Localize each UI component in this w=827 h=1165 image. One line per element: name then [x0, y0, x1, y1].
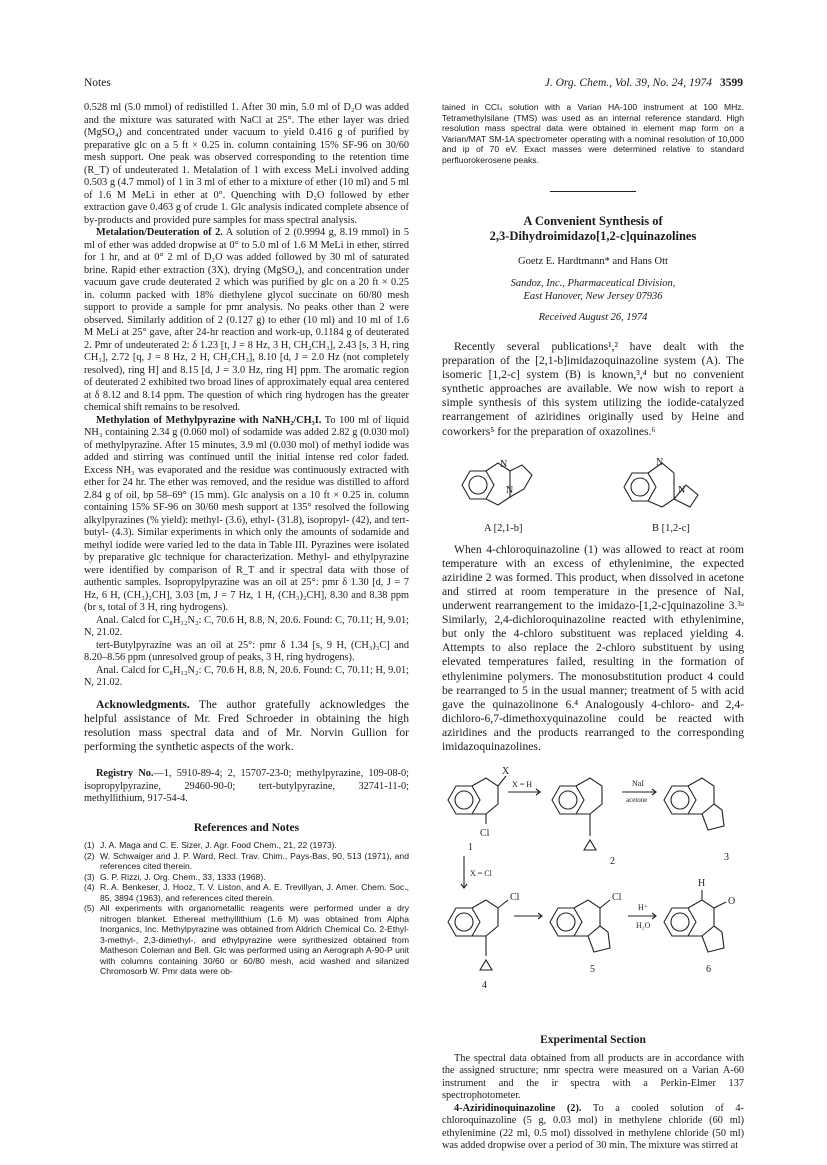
reference-item: (1) J. A. Maga and C. E. Sizer, J. Agr. Food Chem., 21, 22 (1973).: [84, 840, 337, 851]
structures-ab-svg: [442, 445, 744, 525]
section-label: Notes: [84, 77, 111, 89]
aromatic-circle-a: [469, 476, 487, 494]
substituent-cl: Cl: [510, 892, 520, 904]
compound-label-2: 2: [610, 856, 615, 868]
left-column: [84, 102, 409, 977]
acknowledgments: Acknowledgments. The author gratefully acknowledges the helpful assistance of Mr. Fred Schroeder in obtaining the high resolution mass spectral data and of Mr. Norvin Gullion for performing the synthetic aspects of the work.: [84, 697, 409, 754]
paragraph: 0.528 ml (5.0 mmol) of redistilled 1. After 30 min, 5.0 ml of D₂O was added and the mixture was saturated with NaCl at 25°. The ether layer was dried (MgSO₄) and concentrated under vacuum to yield 0.416 g of purified by preparative glc on a 5 ft × 0.25 in. column containing 15% SF-96 on 30/60 mesh support. One peak was observed corresponding to the retention time (R_T) of undeuterated 1. Metalation of 1 with excess MeLi involved adding 0.503 g (4.7 mmol) of 1 in 3 ml of ether to a mixture of ether (10 ml) and 5 ml of 1.6 M MeLi in ether at 0°. Quenching with D₂O followed by ether extraction gave 0.463 g of crude 1. Glc analysis indicated complete absence of by-products and provided pure samples for mass spectral analysis.: [84, 102, 409, 226]
atom-n: N: [656, 456, 664, 468]
arrow-label-x-cl: X = Cl: [470, 869, 492, 879]
paragraph: Methylation of Methylpyrazine with NaNH₂/CH₃I. To 100 ml of liquid NH₃ containing 2.34 g (0.060 mol) of sodamide was added 2.82 g (0.030 mol) of methylpyrazine. After 15 minutes, 3.9 ml (0.030 mol) of methyl iodide was added and stirring was continued until the initial intense red color faded. Excess NH₃ was evaporated and the residue was continuously extracted with ether for 24 hr. The ether was removed, and the residue was distilled to afford 2.84 g of oil, bp 58–69° (15 mm). Glc analysis on a 10 ft × 0.25 in. column containing 15% SF-96 on 30/60 mesh support at 135° resolved the following alkylpyrazines (% yield): methyl- (3.6), ethyl- (31.8), isopropyl- (42), and tert- butyl- (4.3). Similar experiments in which only the amounts of sodamide and methyl iodide were varied led to the data in Table III. Pyrazines were isolated by preparative glc technique for characterization. Methyl- and ethylpyrazine were identified by comparison of R_T and ir spectral data with those of authentic samples. Isopropylpyrazine was an oil at 25°: pmr δ 1.30 [d, J = 7 Hz, 6 H, (CH₃)₂CH], 3.03 [m, J = 7 Hz, 1 H, (CH₃)₂CH], 8.30 and 8.38 ppm (br s, total of 3 H, ring hydrogens).: [84, 414, 409, 613]
atom-n: N: [500, 458, 508, 470]
affiliation: Sandoz, Inc., Pharmaceutical Division, East Hanover, New Jersey 07936: [510, 277, 676, 302]
paragraph-heading: 4-Aziridinoquinazoline (2).: [454, 1102, 582, 1114]
reference-item: (3) G. P. Rizzi, J. Org. Chem., 33, 1333 (1968).: [84, 871, 266, 882]
body-paragraph: When 4-chloroquinazoline (1) was allowed to react at room temperature with an excess of ethylenimine, the expected aziridine 2 was formed. This product, when dissolved in acetone and stirred at room temperature in the presence of NaI, underwent rearrangement to the imidazo-[1,2-c]quinazoline 3.³ᵃ Similarly, 2,4-dichloroquinazoline reacted with ethylenimine, but only the 4-chloro substituent was replaced yielding 4. Attempts to also replace the 2-chloro substituent by using elevated temperatures failed, resulting in the formation of ethylenimine polymers. The monosubstitution product 4 could be rearranged to 5 in the usual manner; treatment of 5 with acid gave the quinazolinone 6.⁴ Analogously 4-chloro- and 2,4-dichloro-6,7-dimethoxyquinazoline could be reacted with aziridines and the products rearranged to the corresponding imidazoquinazolines.: [442, 542, 744, 753]
paragraph: 4-Aziridinoquinazoline (2). To a cooled solution of 4-chloroquinazoline (5 g, 0.03 mol) in methylene chloride (60 ml) ethylenimine (22 ml, 0.5 mol) dissolved in methylene chloride (50 ml) was added dropwise over a period of 30 min. The mixture was stirred at: [442, 1102, 744, 1152]
paragraph: Metalation/Deuteration of 2. A solution of 2 (0.9994 g, 8.19 mmol) in 5 ml of ether was added dropwise at 0° to 5.0 ml of 1.6 M MeLi in ether, stirred for 1 hr, and at 0° 2 ml of D₂O was added followed by 30 ml of saturated brine. Rapid ether extraction (3X), drying (MgSO₄), and concentration under vacuum gave crude deuterated 2 which was purified by glc on a 20 ft × 0.25 in. column packed with 18% diethylene glycol succinate on 60/80 mesh support to provide a sample for pmr analysis. No peaks other than 2 were observed. Similarly addition of 2 (0.127 g) to ether (10 ml) and 10 ml of 1.6 M MeLi at 25° gave, after 24-hr reaction and work-up, 0.1184 g of deuterated 2. Pmr of undeuterated 2: δ 1.23 [t, J = 8 Hz, 3 H, CH₂CH₃], 2.43 [s, 3 H, ring CH₃], 2.72 [q, J = 8 Hz, 2 H, CH₂CH₃], 8.10 [d, J = 2.0 Hz (not completely resolved), ring H] and 8.15 [d, J = 3.0 Hz, ring H] ppm. The aromatic region of deuterated 2 exhibited two broad lines of approximately equal area centered at δ 8.12 and 8.14 ppm. The question of which ring hydrogen has the greater chemical shift remains to be resolved.: [84, 227, 409, 413]
atom-n: N: [506, 484, 514, 496]
authors: Goetz E. Hardtmann* and Hans Ott: [518, 256, 668, 267]
reaction-scheme-svg: [442, 760, 744, 1028]
structure-figure-ab: [442, 445, 744, 537]
substituent-cl: Cl: [480, 828, 490, 840]
paragraph-heading: Methylation of Methylpyrazine with NaNH₂/CH₃I.: [96, 414, 322, 426]
arrow-label-acetone: acetone: [626, 796, 648, 805]
footnote-continuation: tained in CCl₄ solution with a Varian HA-100 instrument at 100 MHz. Tetramethylsilane (TMS) was used as an internal reference standard. High resolution mass spectral data were obtained in element map form on a Varian/MAT SM-1A spectrometer operating with a nominal resolution of 10,000 and ip of 70 eV. Exact masses were determined relative to standard perfluorokerosene peaks.: [442, 102, 744, 165]
registry-numbers: Registry No.—1, 5910-89-4; 2, 15707-23-0; methylpyrazine, 109-08-0; isopropylpyrazine, 29460-90-0; tert-butylpyrazine, 32741-11-0; methyllithium, 917-54-4.: [84, 768, 409, 805]
atom-h: H: [698, 878, 706, 890]
compound-label-4: 4: [482, 980, 487, 992]
substituent-cl: Cl: [612, 892, 622, 904]
article-title: A Convenient Synthesis of 2,3-Dihydroimidazo[1,2-c]quinazolines: [489, 214, 697, 243]
structure-label-a: A [2,1-b]: [484, 522, 523, 534]
aromatic-circle-b: [631, 478, 649, 496]
journal-citation: J. Org. Chem., Vol. 39, No. 24, 1974 3599: [544, 77, 743, 89]
intro-paragraph: Recently several publications¹,² have dealt with the preparation of the [2,1-b]imidazoquinazoline system (A). The isomeric [1,2-c] system (B) is known,³,⁴ but no convenient synthetic approaches are available. We now wish to report a simple synthesis of this system utilizing the iodide-catalyzed rearrangement of aziridines originally used by Heine and coworkers⁵ for the preparation of oxazolines.⁶: [442, 340, 744, 438]
ring-compound-6: [664, 908, 696, 936]
atom-n: N: [678, 484, 686, 496]
reference-item: (5) All experiments with organometallic reagents were performed under a dry nitrogen blanket. Ethereal methyllithium (1.6 M) was obtained from Alpha Inorganics, Inc. Methylpyrazine was obtained from Aldrich Chemical Co. 2-Ethyl-3-methyl-, 2,3-dimethyl-, and ethylpyrazine were synthesized obtained from Matheson Coleman and Bell. Glc was performed using an Aerograph A-90-P unit with columns containing 30/60 or 60/80 mesh, acid washed and silanized Chromosorb W. Pmr data were ob-: [84, 903, 409, 977]
arrow-label-nai: NaI: [632, 779, 644, 789]
analysis-line: Anal. Calcd for C₈H₁₂N₂: C, 70.6 H, 8.8, N, 20.6. Found: C, 70.11; H, 9.01; N, 21.02.: [84, 614, 409, 638]
right-column: [442, 102, 744, 1153]
substituent-x: X: [502, 766, 510, 778]
reference-item: (4) R. A. Benkeser, J. Hooz, T. V. Liston, and A. E. Trevillyan, J. Amer. Chem. Soc., 85, 3894 (1963), and references cited therein.: [84, 882, 409, 903]
arrow-label-h-plus: H⁺: [638, 903, 648, 913]
arrow-label-h2o: H₂O: [636, 921, 651, 931]
arrow-label-x-h: X = H: [512, 780, 533, 790]
analysis-line: Anal. Calcd for C₈H₁₂N₂: C, 70.6 H, 8.8, N, 20.6. Found: C, 70.11; H, 9.01; N, 21.02.: [84, 664, 409, 688]
reference-item: (2) W. Schwaiger and J. P. Ward, Recl. Trav. Chim., Pays-Bas, 90, 513 (1971), and references cited therein.: [84, 850, 409, 872]
paragraph: The spectral data obtained from all products are in accordance with the assigned structure; nmr spectra were measured on a Varian A-60 instrument and the ir spectra with a Perkin-Elmer 137 spectrophotometer.: [442, 1052, 744, 1102]
running-header: [84, 77, 743, 95]
page-number: 3599: [720, 77, 743, 89]
atom-o: O: [728, 896, 736, 908]
compound-label-5: 5: [590, 964, 595, 976]
section-divider: [550, 191, 636, 192]
benzene-ring-a: [462, 471, 494, 499]
ring-compound-4: [448, 908, 480, 936]
ring-compound-2: [552, 786, 584, 814]
received-date: Received August 26, 1974: [538, 311, 648, 323]
section-heading-experimental: Experimental Section: [540, 1034, 646, 1047]
structure-label-b: B [1,2-c]: [652, 522, 690, 534]
paragraph-heading: Metalation/Deuteration of 2.: [96, 227, 223, 238]
reaction-scheme: [442, 760, 744, 1028]
paragraph: tert-Butylpyrazine was an oil at 25°: pmr δ 1.34 [s, 9 H, (CH₃)₃C] and 8.20–8.56 ppm (unresolved group of peaks, 3 H, ring hydrogens).: [84, 639, 409, 663]
ring-compound-5: [550, 908, 582, 936]
ring-compound-3: [664, 786, 696, 814]
references-title: References and Notes: [193, 821, 300, 834]
benzene-ring-b: [624, 473, 656, 501]
compound-label-6: 6: [706, 964, 711, 976]
compound-label-3: 3: [724, 852, 729, 864]
references-list: [84, 840, 409, 977]
compound-label-1: 1: [468, 842, 473, 854]
ring-compound-1: [448, 786, 480, 814]
